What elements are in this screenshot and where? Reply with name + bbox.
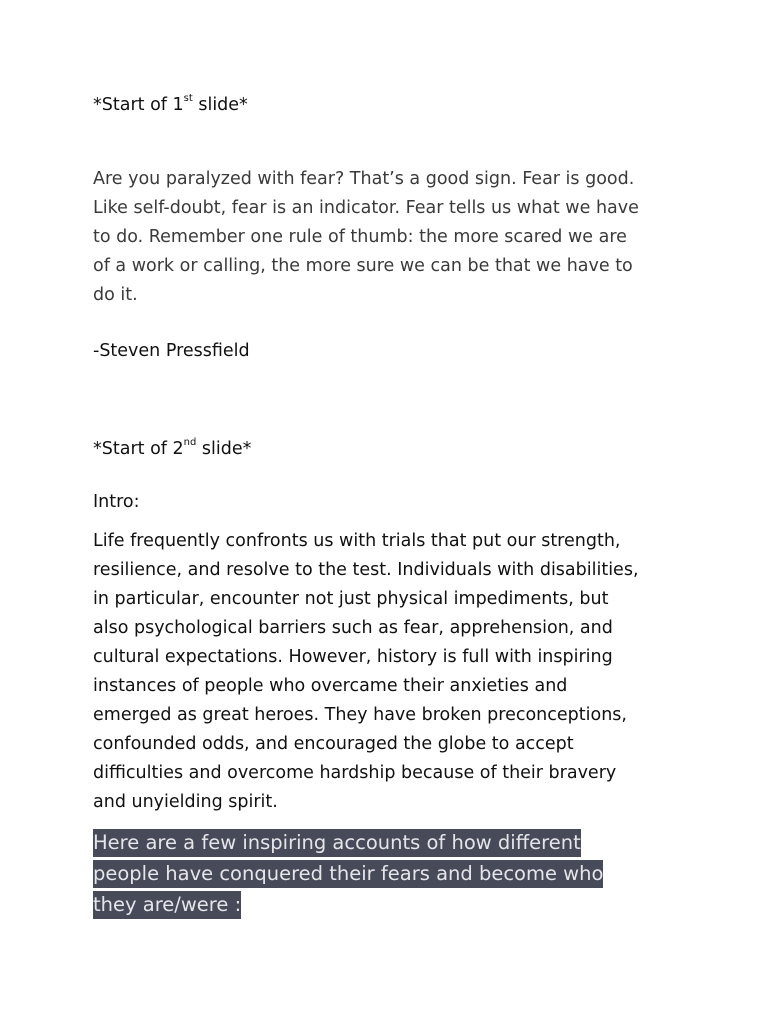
highlighted-text[interactable]: Here are a few inspiring accounts of how different (93, 829, 581, 857)
intro-line: and unyielding spirit. (93, 792, 278, 812)
highlighted-line[interactable] (93, 889, 603, 920)
intro-line: Life frequently confronts us with trials that put our strength, (93, 531, 621, 551)
quote-paragraph (93, 165, 683, 310)
quote-line: of a work or calling, the more sure we can be that we have to (93, 256, 633, 276)
slide-1-marker-suffix: slide* (192, 94, 248, 115)
intro-line: confounded odds, and encouraged the globe to accept (93, 734, 574, 754)
slide-1-marker (93, 89, 248, 117)
quote-line: do it. (93, 285, 138, 305)
slide-1-marker-ordinal: st (183, 93, 193, 104)
intro-line: resilience, and resolve to the test. Individuals with disabilities, (93, 560, 639, 580)
slide-1-marker-prefix: *Start of 1 (93, 94, 184, 115)
intro-line: cultural expectations. However, history is full with inspiring (93, 647, 613, 667)
slide-2-marker (93, 433, 251, 461)
quote-line: Like self-doubt, fear is an indicator. Fear tells us what we have (93, 198, 639, 218)
quote-author: -Steven Pressfield (93, 341, 250, 361)
intro-paragraph (93, 527, 693, 817)
slide-2-marker-ordinal: nd (183, 437, 197, 448)
highlighted-line[interactable] (93, 858, 603, 889)
quote-line: Are you paralyzed with fear? That’s a good sign. Fear is good. (93, 169, 635, 189)
intro-line: in particular, encounter not just physical impediments, but (93, 589, 609, 609)
highlighted-selection[interactable] (93, 827, 603, 920)
quote-line: to do. Remember one rule of thumb: the more scared we are (93, 227, 627, 247)
highlighted-text[interactable]: they are/were : (93, 891, 241, 919)
slide-2-marker-suffix: slide* (196, 438, 252, 459)
intro-heading: Intro: (93, 492, 140, 512)
intro-line: difficulties and overcome hardship because of their bravery (93, 763, 617, 783)
intro-line: instances of people who overcame their anxieties and (93, 676, 568, 696)
highlighted-line[interactable] (93, 827, 603, 858)
intro-line: emerged as great heroes. They have broken preconceptions, (93, 705, 627, 725)
intro-line: also psychological barriers such as fear, apprehension, and (93, 618, 613, 638)
slide-2-marker-prefix: *Start of 2 (93, 438, 184, 459)
highlighted-text[interactable]: people have conquered their fears and become who (93, 860, 603, 888)
